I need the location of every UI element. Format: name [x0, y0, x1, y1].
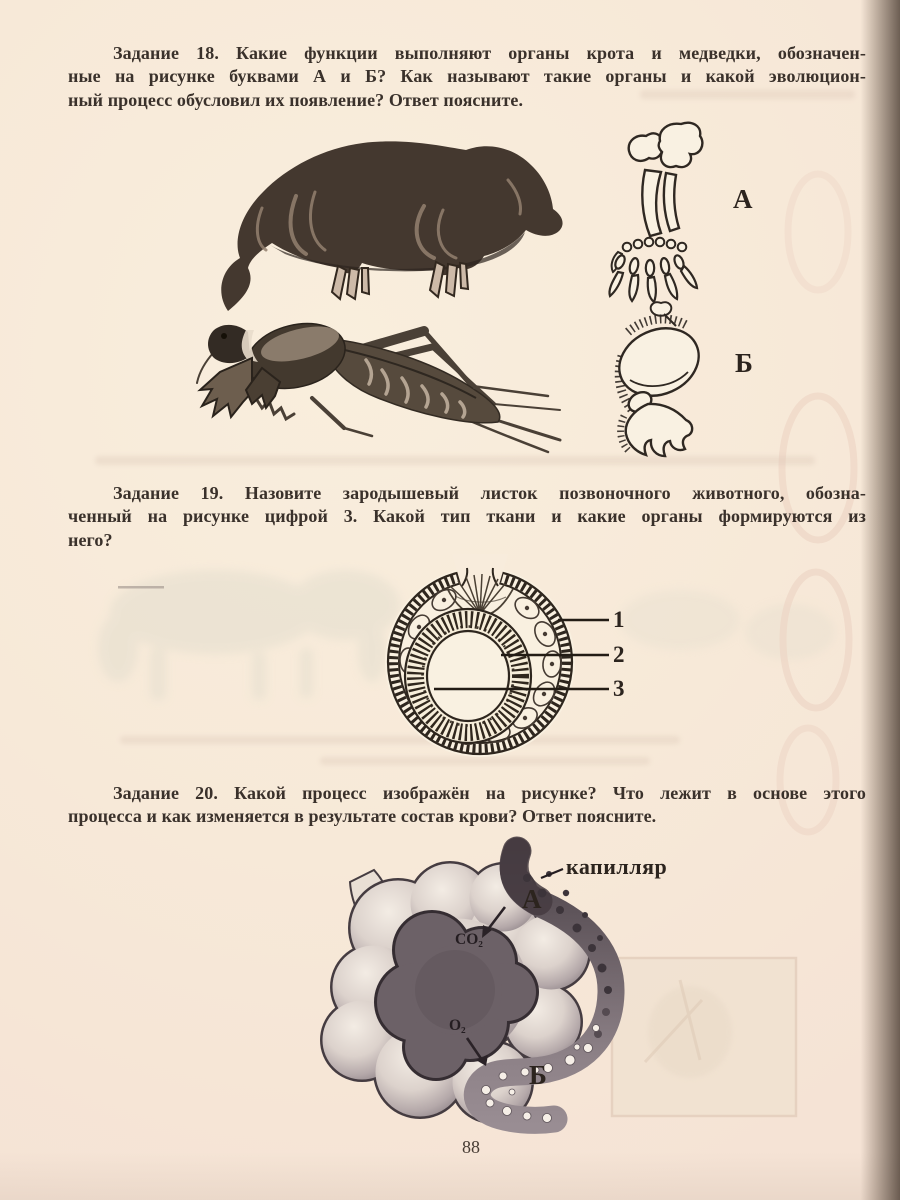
- alveolus-label-b: Б: [529, 1060, 547, 1090]
- mole-illustration: [221, 141, 562, 311]
- capillary-label-line: [541, 869, 563, 878]
- task-18-line-2: ные на рисунке буквами А и Б? Как называют такие органы и какой эволюцион-: [68, 66, 866, 87]
- mole-forelimb-skeleton: [609, 123, 702, 302]
- task-19-line-3: него?: [68, 529, 113, 550]
- limb-label-b: Б: [735, 348, 753, 378]
- task-19-label: Задание 19.: [113, 483, 224, 503]
- gastrula-label-1: 1: [613, 607, 625, 632]
- stray-mark: [118, 586, 164, 589]
- task-19-text: [68, 482, 866, 552]
- cricket-digging-leg: [609, 302, 710, 456]
- task-20-line-1: Задание 20. Какой процесс изображён на рисунке? Что лежит в основе этого: [113, 783, 866, 803]
- endoderm-ring: [405, 609, 531, 743]
- limb-label-a: А: [733, 184, 753, 214]
- cricket-eye: [221, 333, 227, 339]
- co2-label: CO₂: [455, 931, 483, 948]
- alveolus-diagram: [320, 851, 612, 1124]
- task-18-text: [68, 42, 866, 112]
- page-number: 88: [462, 1137, 480, 1157]
- task-18-line-1: Задание 18. Какие функции выполняют органы крота и медведки, обозначен-: [113, 43, 866, 63]
- task-20-text: [68, 782, 866, 829]
- gastrula-diagram: [385, 554, 609, 757]
- gastrula-label-2: 2: [613, 642, 625, 667]
- mole-cricket-illustration: [197, 314, 560, 452]
- o2-label: O₂: [449, 1017, 466, 1034]
- capillary-label: капилляр: [566, 854, 668, 879]
- task-20-label: Задание 20.: [113, 783, 218, 803]
- bleed-frame: [612, 958, 796, 1116]
- task-20-line-2: процесса и как изменяется в результате состав крови? Ответ поясните.: [68, 806, 657, 827]
- task-19-line-2: ченный на рисунке цифрой 3. Какой тип ткани и какие органы формируются из: [68, 506, 866, 527]
- task-19-line-1: Задание 19. Назовите зародышевый листок позвоночного животного, обозна-: [113, 483, 866, 503]
- task-18-line-3: ный процесс обусловил их появление? Ответ поясните.: [68, 89, 524, 110]
- task-18-label: Задание 18.: [113, 43, 219, 63]
- alveolus-label-a: А: [522, 884, 542, 914]
- mole-digits: [609, 254, 697, 302]
- gastrula-label-3: 3: [613, 676, 625, 701]
